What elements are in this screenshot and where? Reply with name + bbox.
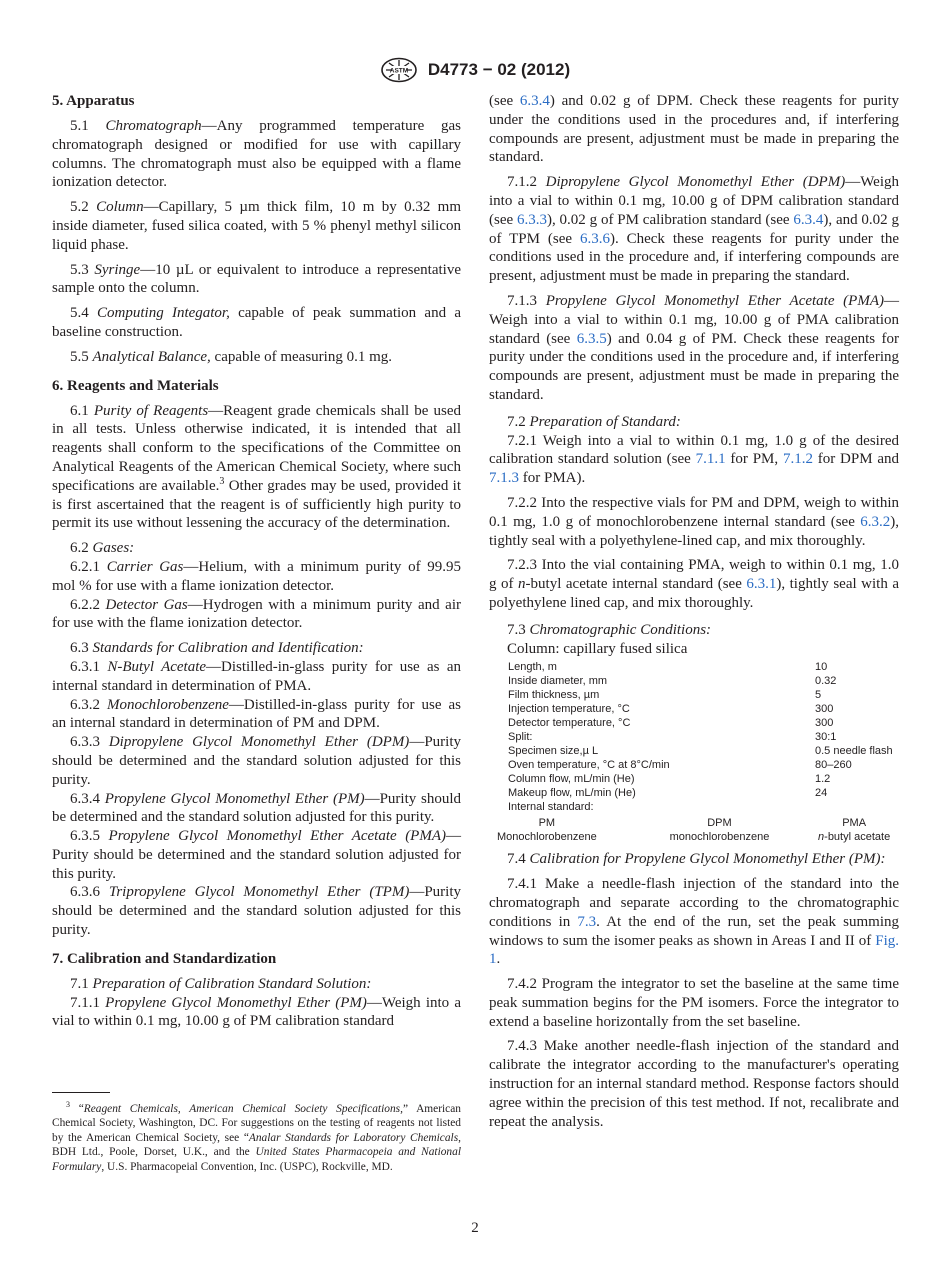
- condition-label: Length, m: [508, 661, 557, 674]
- para-6-2-1: 6.2.1 Carrier Gas—Helium, with a minimum purity of 99.95 mol % for use with a flame ionization detector.: [52, 558, 461, 594]
- condition-label: Detector temperature, °C: [508, 717, 631, 730]
- para-5-1: 5.1 Chromatograph—Any programmed temperature gas chromatograph designed or modified for use with capillary columns. The chromatograph must also be equipped with a flame ionization detector.: [52, 118, 462, 191]
- para-6-3: 6.3 Standards for Calibration and Identification:: [70, 640, 364, 657]
- ref-6-3-4[interactable]: 6.3.4: [793, 211, 824, 228]
- para-6-3-6: 6.3.6 Tripropylene Glycol Monomethyl Ether (TPM)—Purity should be determined and the standard solution adjusted for this purity.: [52, 884, 462, 939]
- para-7-2: 7.2 Preparation of Standard:: [507, 413, 681, 430]
- condition-value: 300: [815, 717, 834, 730]
- para-6-3-3: 6.3.3 Dipropylene Glycol Monomethyl Ether (DPM)—Purity should be determined and the standard solution adjusted for this purity.: [52, 734, 461, 788]
- condition-label: Injection temperature, °C: [508, 703, 630, 716]
- condition-row: [489, 716, 899, 730]
- ref-fig-1[interactable]: Fig. 1: [489, 932, 899, 968]
- para-6-2: 6.2 Gases:: [70, 540, 135, 557]
- condition-label: Column flow, mL/min (He): [508, 773, 635, 786]
- condition-value: 300: [815, 703, 834, 716]
- para-7-1-3: 7.1.3 Propylene Glycol Monomethyl Ether Acetate (PMA)—Weigh into a vial to within 0.1 mg, 10.00 g of PMA calibration standard (see 6.3.5) and 0.04 g of PM. Check these reagents for purity under the conditions used in the procedure and, if interfering compounds are present, adjustment must be made in preparing the standard.: [489, 292, 899, 403]
- condition-row: [489, 800, 899, 814]
- para-5-2: 5.2 Column—Capillary, 5 µm thick film, 10 m by 0.32 mm inside diameter, fused silica coated, with 5 % phenyl methyl silicon liquid phase.: [52, 199, 462, 253]
- condition-label: Specimen size,µ L: [508, 745, 599, 758]
- condition-value: 10: [815, 661, 828, 674]
- condition-value: 80–260: [815, 759, 852, 772]
- footnote-ref[interactable]: 3: [219, 475, 225, 487]
- page-header: [0, 56, 950, 84]
- para-7-2-2: 7.2.2 Into the respective vials for PM and DPM, weigh to within 0.1 mg, 1.0 g of monochlorobenzene internal standard (see 6.3.2), tightly seal with a polyethylene-lined cap, and mix thoroughly.: [489, 494, 899, 549]
- chromatographic-conditions-table: [489, 660, 899, 814]
- right-column: [489, 92, 899, 1137]
- para-6-3-1: 6.3.1 N-Butyl Acetate—Distilled-in-glass purity for use as an internal standard in determination of PMA.: [52, 658, 462, 694]
- condition-label: Makeup flow, mL/min (He): [508, 787, 636, 800]
- condition-value: 0.32: [815, 675, 837, 688]
- para-7-4: 7.4 Calibration for Propylene Glycol Monomethyl Ether (PM):: [507, 851, 886, 868]
- condition-row: [489, 772, 899, 786]
- internal-dpm: DPM monochlorobenzene: [669, 817, 770, 844]
- para-7-4-3: 7.4.3 Make another needle-flash injection of the standard and calibrate the integrator according to the manufacturer's operating instruction for an internal standard method. Response factors should agree within the precision of this test method. If not, recalibrate and repeat the analysis.: [489, 1038, 899, 1130]
- condition-value: [815, 800, 899, 814]
- para-7-2-3: 7.2.3 Into the vial containing PMA, weigh to within 0.1 mg, 1.0 g of n-butyl acetate internal standard (see 6.3.1), tightly seal with a polyethylene lined cap, and mix thoroughly.: [489, 557, 900, 611]
- condition-value: 24: [815, 787, 828, 800]
- condition-value: 5: [815, 689, 822, 702]
- astm-logo-icon: [380, 57, 418, 83]
- para-7-4-2: 7.4.2 Program the integrator to set the baseline at the same time peak summation begins for the PM isomers. Force the integrator to extend a baseline horizontally from the set baseline.: [489, 976, 899, 1030]
- condition-label: Internal standard:: [508, 801, 594, 814]
- condition-row: [489, 660, 899, 674]
- para-5-5: 5.5 Analytical Balance, capable of measuring 0.1 mg.: [70, 348, 392, 365]
- ref-6-3-3[interactable]: 6.3.3: [516, 211, 547, 228]
- condition-row: [489, 674, 899, 688]
- para-6-3-4: 6.3.4 Propylene Glycol Monomethyl Ether (PM)—Purity should be determined and the standard solution adjusted for this purity.: [52, 790, 461, 826]
- condition-label: Film thickness, µm: [508, 689, 600, 702]
- para-5-3: 5.3 Syringe—10 µL or equivalent to introduce a representative sample onto the column.: [52, 261, 461, 297]
- ref-6-3-5[interactable]: 6.3.5: [576, 330, 607, 347]
- ref-7-3[interactable]: 7.3: [577, 913, 597, 930]
- document-designation: D4773 − 02 (2012): [427, 60, 571, 80]
- ref-6-3-1[interactable]: 6.3.1: [746, 576, 777, 593]
- ref-6-3-4[interactable]: 6.3.4: [519, 93, 550, 109]
- para-7-3: 7.3 Chromatographic Conditions:: [507, 621, 712, 638]
- internal-pma: PMA n-butyl acetate: [818, 817, 891, 844]
- ref-6-3-6[interactable]: 6.3.6: [579, 230, 610, 247]
- left-column: [52, 92, 461, 1031]
- para-7-2-1: 7.2.1 Weigh into a vial to within 0.1 mg, 1.0 g of the desired calibration standard solution (see 7.1.1 for PM, 7.1.2 for DPM and 7.1.3 for PMA).: [489, 432, 899, 487]
- condition-row: [489, 730, 899, 744]
- internal-pm: PM Monochlorobenzene: [497, 817, 597, 844]
- ref-7-1-1[interactable]: 7.1.1: [695, 451, 726, 468]
- condition-label: Split:: [508, 731, 533, 744]
- condition-row: [489, 786, 899, 800]
- para-5-4: 5.4 Computing Integator, capable of peak summation and a baseline construction.: [52, 305, 461, 340]
- para-6-2-2: 6.2.2 Detector Gas—Hydrogen with a minimum purity and air for use with the flame ionization detector.: [52, 596, 461, 632]
- page-number: 2: [471, 1220, 479, 1236]
- section-6-heading: 6. Reagents and Materials: [52, 377, 219, 394]
- condition-row: [489, 702, 899, 716]
- para-7-4-1: 7.4.1 Make a needle-flash injection of the standard into the chromatograph and separate according to the chromatographic conditions in 7.3. At the end of the run, set the peak summing windows to sum the isomer peaks as shown in Areas I and II of Fig. 1.: [489, 876, 899, 968]
- para-6-1: 6.1 Purity of Reagents—Reagent grade chemicals shall be used in all tests. Unless otherwise indicated, it is intended that all reagents shall conform to the specifications of the Committee on Analytical Reagents of the American Chemical Society, where such specifications are available.$^3$ Other grades may be used, provided it is first ascertained that the reagent is of sufficiently high purity to permit its use without lessening the accuracy of the determination.: [52, 402, 462, 532]
- section-5-heading: 5. Apparatus: [52, 93, 135, 109]
- footnote-rule: [52, 1092, 110, 1093]
- ref-7-1-2[interactable]: 7.1.2: [782, 451, 813, 468]
- condition-value: 1.2: [815, 773, 831, 786]
- condition-row: [489, 758, 899, 772]
- para-7-1-1-continued: (see 6.3.4) and 0.02 g of DPM. Check these reagents for purity under the conditions used in the procedures and, if interfering compounds are present, adjustment must be made in preparing the standard.: [489, 93, 899, 166]
- section-7-heading: 7. Calibration and Standardization: [52, 950, 277, 967]
- para-7-1-1: 7.1.1 Propylene Glycol Monomethyl Ether (PM)—Weigh into a vial to within 0.1 mg, 10.00 g of PM calibration standard: [52, 994, 461, 1030]
- condition-row: [489, 688, 899, 702]
- ref-7-1-3[interactable]: 7.1.3: [489, 470, 519, 487]
- para-7-1-2: 7.1.2 Dipropylene Glycol Monomethyl Ether (DPM)—Weigh into a vial to within 0.1 mg, 10.00 g of DPM calibration standard (see 6.3.3), 0.02 g of PM calibration standard (see 6.3.4), and 0.02 g of TPM (see 6.3.6). Check these reagents for purity under the conditions used in the procedure and, if interfering compounds are present, adjustment must be made in preparing the standard.: [489, 174, 900, 285]
- svg-text:ASTM: ASTM: [389, 67, 409, 75]
- para-6-3-5: 6.3.5 Propylene Glycol Monomethyl Ether Acetate (PMA)—Purity should be determined and the standard solution adjusted for this purity.: [52, 828, 462, 882]
- condition-value: 30:1: [815, 731, 837, 744]
- internal-standard-table: [489, 816, 899, 844]
- ref-6-3-2[interactable]: 6.3.2: [860, 513, 891, 530]
- column-line: Column: capillary fused silica: [507, 640, 688, 657]
- para-7-1: 7.1 Preparation of Calibration Standard Solution:: [70, 975, 372, 992]
- footnote-3: $^3$ “Reagent Chemicals, American Chemical Society Specifications,” American Chemical Society, Washington, DC. For suggestions on the testing of reagents not listed by the American Chemical Society, see “Analar Standards for Laboratory Chemicals, BDH Ltd., Poole, Dorset, U.K., and the United States Pharmacopeia and National Formulary, U.S. Pharmacopeial Convention, Inc. (USPC), Rockville, MD.: [52, 1100, 461, 1173]
- condition-row: [489, 744, 899, 758]
- condition-label: Inside diameter, mm: [508, 675, 608, 688]
- condition-label: Oven temperature, °C at 8°C/min: [508, 759, 670, 772]
- condition-value: 0.5 needle flash: [815, 745, 893, 758]
- para-6-3-2: 6.3.2 Monochlorobenzene—Distilled-in-glass purity for use as an internal standard in determination of PM and DPM.: [52, 696, 462, 732]
